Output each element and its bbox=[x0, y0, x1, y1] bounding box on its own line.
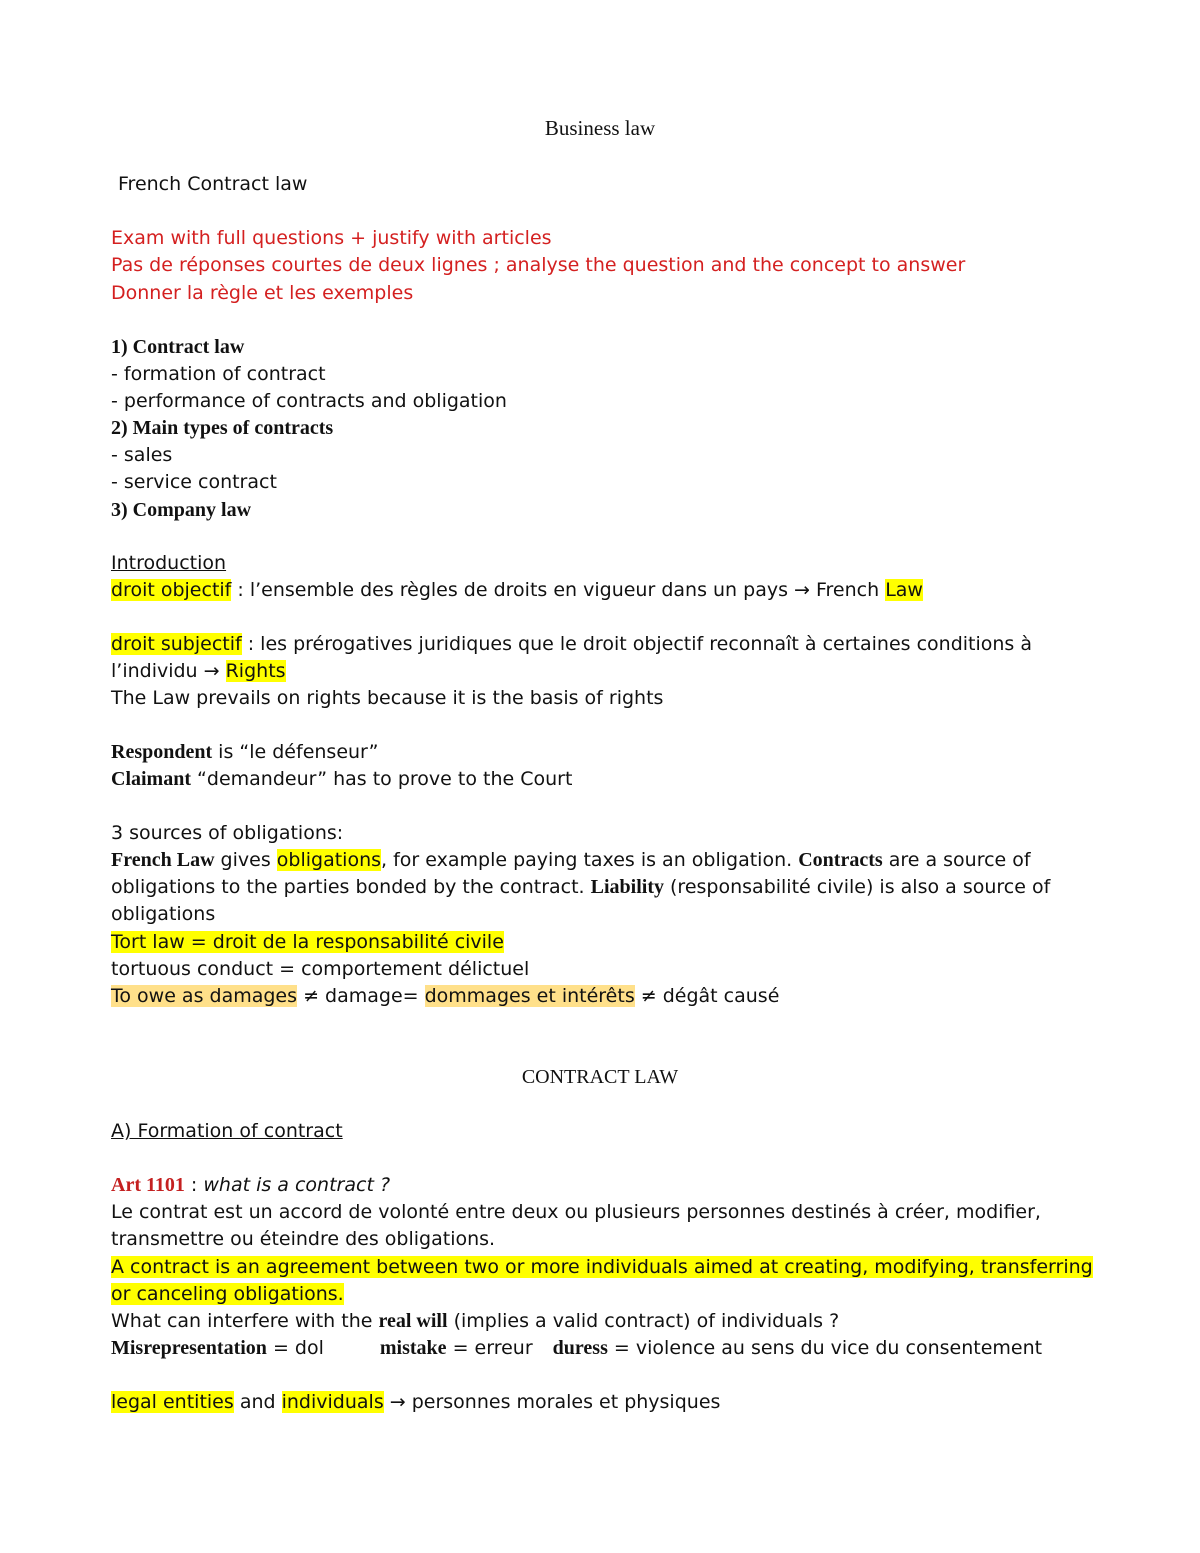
english-definition bbox=[111, 1254, 1093, 1281]
droit-subjectif-line bbox=[111, 631, 1032, 658]
term-highlight: Law bbox=[885, 579, 923, 601]
outline-item: - performance of contracts and obligation bbox=[111, 390, 507, 412]
definition-text: is “le défenseur” bbox=[212, 741, 379, 763]
sources-line bbox=[111, 874, 1050, 901]
arrow-glyph: → bbox=[383, 1391, 412, 1413]
sources-heading: 3 sources of obligations: bbox=[111, 822, 344, 844]
term-highlight: obligations bbox=[276, 849, 382, 871]
intro-heading: Introduction bbox=[111, 552, 227, 574]
subsection-heading: A) Formation of contract bbox=[111, 1120, 343, 1142]
body-text: personnes morales et physiques bbox=[411, 1391, 721, 1413]
term-highlight: Tort law = droit de la responsabilité civile bbox=[111, 931, 504, 953]
term-highlight: dommages et intérêts bbox=[424, 985, 635, 1007]
french-definition: Le contrat est un accord de volonté entre deux ou plusieurs personnes destinés à créer, modifier, bbox=[111, 1201, 1041, 1223]
definition-text: French bbox=[815, 579, 886, 601]
instruction-line: Pas de réponses courtes de deux lignes ; analyse the question and the concept to answer bbox=[111, 254, 966, 276]
body-text: : bbox=[184, 1174, 204, 1196]
instruction-line: Donner la règle et les exemples bbox=[111, 282, 414, 304]
bold-term: French Law bbox=[111, 849, 215, 871]
bold-term: Respondent bbox=[111, 741, 213, 763]
article-line bbox=[111, 1172, 390, 1199]
body-text: are a source of bbox=[882, 849, 1031, 871]
bold-term: mistake bbox=[379, 1337, 447, 1359]
prevails-line: The Law prevails on rights because it is the basis of rights bbox=[111, 687, 664, 709]
outline-item: - service contract bbox=[111, 471, 277, 493]
term-highlight: To owe as damages bbox=[111, 985, 298, 1007]
bold-term: Misrepresentation bbox=[111, 1337, 267, 1359]
bold-term: duress bbox=[552, 1337, 608, 1359]
droit-objectif-line bbox=[111, 577, 923, 604]
bold-term: Contracts bbox=[798, 849, 883, 871]
definition-text: l’individu bbox=[111, 660, 198, 682]
body-text: What can interfere with the bbox=[111, 1310, 379, 1332]
body-text: = dol bbox=[266, 1337, 324, 1359]
claimant-line bbox=[111, 766, 572, 793]
damages-line bbox=[111, 983, 779, 1010]
page-title: Business law bbox=[544, 116, 656, 140]
definition-text: : l’ensemble des règles de droits en vigueur dans un pays bbox=[231, 579, 788, 601]
body-text: = erreur bbox=[446, 1337, 533, 1359]
term-highlight: droit subjectif bbox=[111, 633, 242, 655]
body-text: , for example paying taxes is an obligation. bbox=[381, 849, 799, 871]
tortuous-line: tortuous conduct = comportement délictuel bbox=[111, 958, 530, 980]
body-text: and bbox=[233, 1391, 282, 1413]
bold-term: real will bbox=[378, 1310, 448, 1332]
outline-item: - formation of contract bbox=[111, 363, 326, 385]
instruction-line: Exam with full questions + justify with articles bbox=[111, 227, 552, 249]
sources-line: obligations bbox=[111, 903, 216, 925]
tort-line bbox=[111, 929, 504, 956]
body-text: ≠ dégât causé bbox=[634, 985, 780, 1007]
term-highlight: legal entities bbox=[111, 1391, 234, 1413]
bold-term: Claimant bbox=[111, 768, 191, 790]
body-text: ≠ damage= bbox=[297, 985, 425, 1007]
english-definition bbox=[111, 1281, 344, 1308]
body-text: = violence au sens du vice du consentement bbox=[607, 1337, 1043, 1359]
arrow-glyph: → bbox=[197, 660, 226, 682]
sources-line bbox=[111, 847, 1031, 874]
french-definition: transmettre ou éteindre des obligations. bbox=[111, 1228, 496, 1250]
body-text: obligations to the parties bonded by the contract. bbox=[111, 876, 591, 898]
entities-line bbox=[111, 1389, 720, 1416]
body-text: gives bbox=[214, 849, 277, 871]
subtitle: French Contract law bbox=[118, 173, 308, 195]
definition-text: : les prérogatives juridiques que le droit objectif reconnaît à certaines conditions à bbox=[241, 633, 1033, 655]
body-text: (responsabilité civile) is also a source of bbox=[663, 876, 1051, 898]
interfere-line bbox=[111, 1308, 839, 1335]
section-heading: CONTRACT LAW bbox=[521, 1066, 679, 1088]
arrow-glyph: → bbox=[787, 579, 816, 601]
term-highlight: individuals bbox=[281, 1391, 384, 1413]
outline-item: - sales bbox=[111, 444, 173, 466]
outline-heading: 3) Company law bbox=[111, 499, 252, 521]
bold-term: Liability bbox=[590, 876, 664, 898]
term-highlight: droit objectif bbox=[111, 579, 232, 601]
term-highlight: Rights bbox=[225, 660, 286, 682]
term-highlight: or canceling obligations. bbox=[111, 1283, 344, 1305]
respondent-line bbox=[111, 739, 379, 766]
article-number: Art 1101 bbox=[111, 1174, 185, 1196]
vices-line bbox=[111, 1335, 1042, 1362]
outline-heading: 2) Main types of contracts bbox=[111, 417, 334, 439]
droit-subjectif-line-2 bbox=[111, 658, 286, 685]
definition-text: “demandeur” has to prove to the Court bbox=[191, 768, 573, 790]
outline-heading: 1) Contract law bbox=[111, 336, 245, 358]
term-highlight: A contract is an agreement between two or more individuals aimed at creating, modifying, transferring bbox=[111, 1256, 1093, 1278]
article-question: what is a contract ? bbox=[203, 1174, 391, 1196]
body-text: (implies a valid contract) of individuals ? bbox=[447, 1310, 840, 1332]
